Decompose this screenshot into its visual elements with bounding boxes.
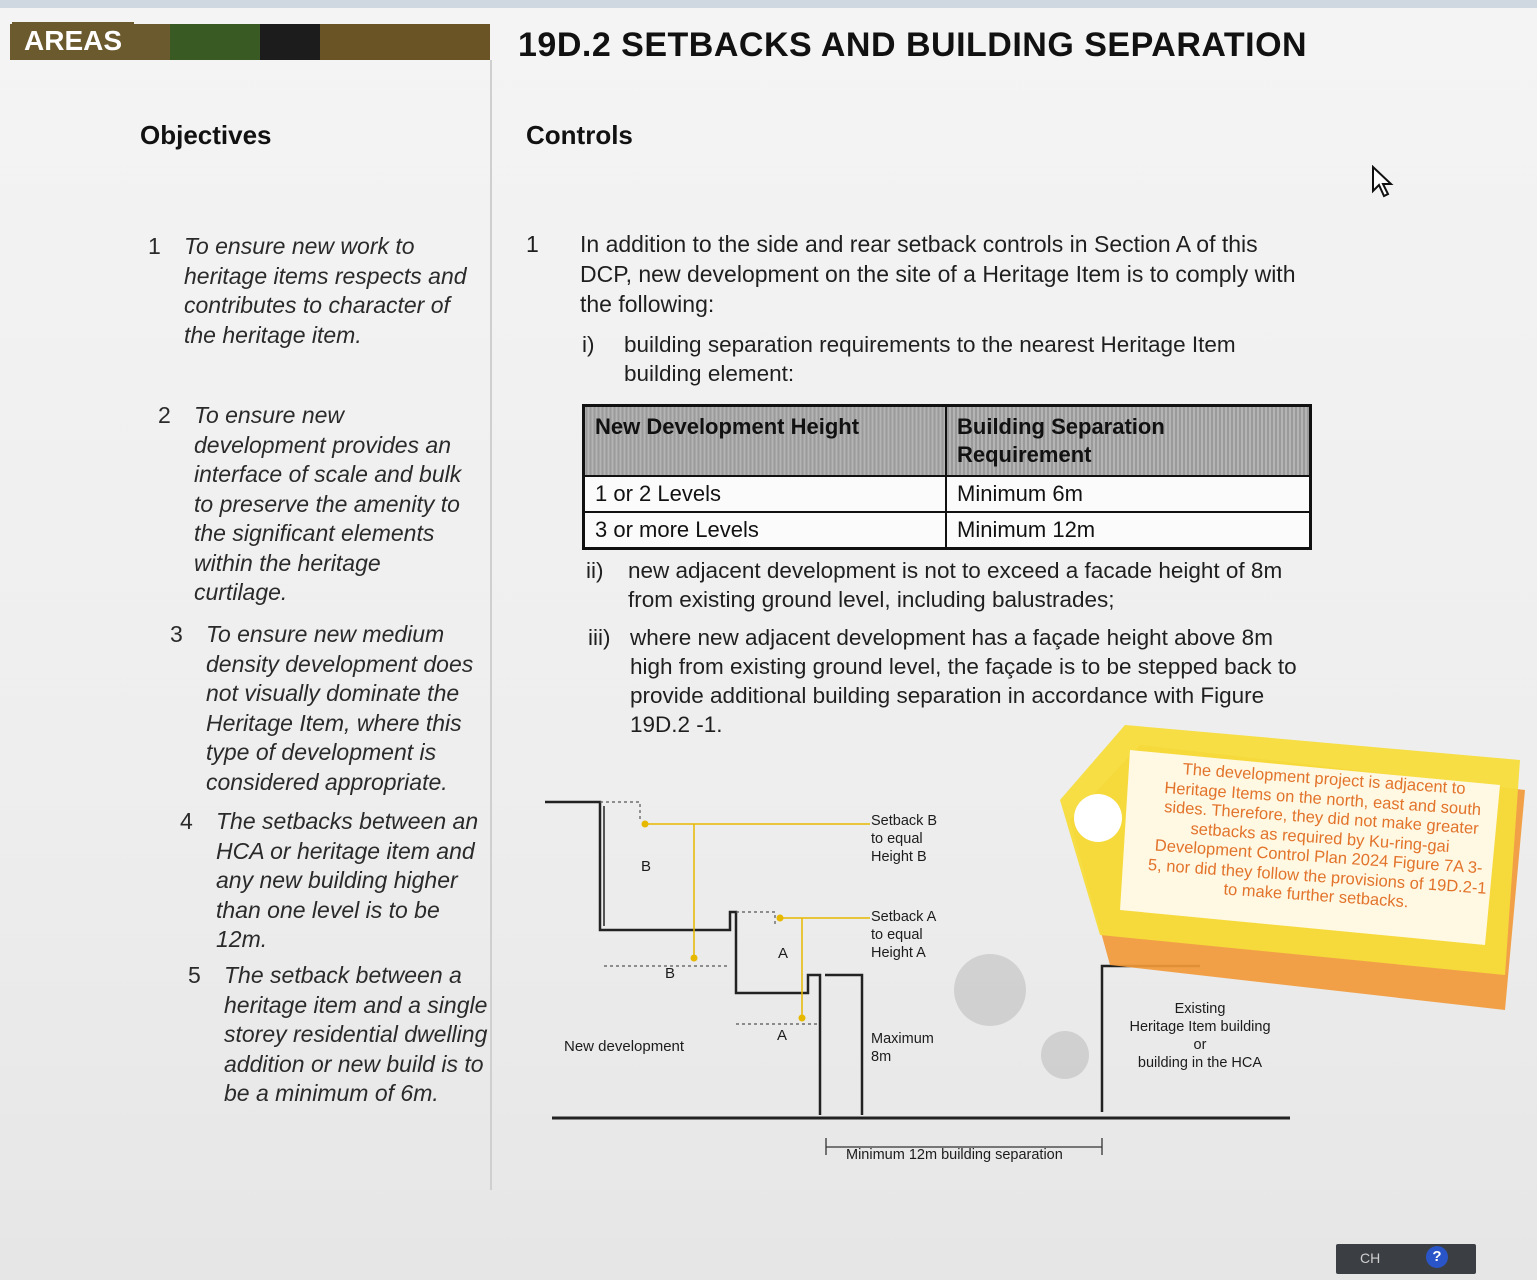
page-title: 19D.2 SETBACKS AND BUILDING SEPARATION bbox=[518, 26, 1308, 64]
objective-item bbox=[148, 232, 469, 350]
mouse-pointer-icon bbox=[1370, 165, 1396, 199]
table-header: Building Separation Requirement bbox=[946, 406, 1311, 477]
table-cell: 1 or 2 Levels bbox=[584, 476, 947, 512]
setback-a-label: Setback A to equal Height A bbox=[871, 909, 937, 961]
diagram-label-a: A bbox=[778, 945, 789, 962]
new-development-label: New development bbox=[564, 1038, 685, 1055]
objective-text: To ensure new medium density development does not visually dominate the Heritage Item, where this type of development is considered appropriate. bbox=[206, 621, 474, 795]
objective-item bbox=[180, 807, 496, 955]
objective-item bbox=[188, 961, 499, 1109]
controls-title: Controls bbox=[526, 120, 633, 150]
objective-number: 2 bbox=[158, 402, 171, 428]
annotation-text: The development project is adjacent to Heritage Items on the north, east and south sides. Therefore, they did not make greater setbacks as required by Ku-ring-gai Development Control Plan 2024 Figure 7A 3-5, nor did they follow the provisions of 19D.2-1 to make further setbacks. bbox=[1147, 760, 1488, 912]
objective-number: 4 bbox=[180, 808, 193, 834]
table-cell: Minimum 6m bbox=[946, 476, 1311, 512]
sub-item-number: ii) bbox=[586, 558, 604, 583]
sub-item-number: iii) bbox=[588, 625, 611, 650]
objective-text: The setbacks between an HCA or heritage item and any new building higher than one level is to be 12m. bbox=[216, 808, 479, 952]
taskbar-tray bbox=[1336, 1244, 1476, 1274]
sub-item-text: where new adjacent development has a façade height above 8m high from existing ground level, the façade is to be stepped back to provide additional building separation in accordance with Figure 19D.2 -1. bbox=[630, 625, 1297, 737]
control-sub-item bbox=[582, 330, 1304, 388]
input-language-indicator[interactable]: CH bbox=[1360, 1250, 1381, 1266]
objective-number: 3 bbox=[170, 621, 183, 647]
existing-building-label: Existing Heritage Item building or building in the HCA bbox=[1129, 1001, 1271, 1071]
screen-top-edge bbox=[0, 0, 1537, 8]
control-sub-item bbox=[586, 556, 1308, 614]
table-header-row bbox=[584, 406, 1311, 477]
table-row bbox=[584, 476, 1311, 512]
objective-text: The setback between a heritage item and a single storey residential dwelling addition or new build is to be a minimum of 6m. bbox=[224, 962, 488, 1106]
sub-item-text: new adjacent development is not to exceed a facade height of 8m from existing ground level, including balustrades; bbox=[628, 558, 1283, 612]
separation-label: Minimum 12m building separation bbox=[846, 1147, 1063, 1163]
objective-number: 5 bbox=[188, 962, 201, 988]
objective-number: 1 bbox=[148, 233, 161, 259]
control-text: In addition to the side and rear setback controls in Section A of this DCP, new development on the site of a Heritage Item is to comply with the following: bbox=[580, 231, 1296, 317]
section-tag: AREAS bbox=[12, 22, 134, 60]
control-item bbox=[526, 229, 1310, 319]
table-row bbox=[584, 512, 1311, 549]
table-cell: Minimum 12m bbox=[946, 512, 1311, 549]
separation-table bbox=[582, 404, 1312, 550]
objective-item bbox=[158, 401, 479, 608]
setback-b-label: Setback B to equal Height B bbox=[871, 813, 938, 865]
control-number: 1 bbox=[526, 231, 539, 257]
objective-text: To ensure new work to heritage items respects and contributes to character of the heritage item. bbox=[184, 233, 467, 348]
table-cell: 3 or more Levels bbox=[584, 512, 947, 549]
maximum-height-label: Maximum 8m bbox=[871, 1031, 934, 1065]
objectives-title: Objectives bbox=[140, 120, 272, 150]
sub-item-number: i) bbox=[582, 332, 595, 357]
diagram-label-b-setback: B bbox=[665, 965, 676, 982]
sub-item-text: building separation requirements to the nearest Heritage Item building element: bbox=[624, 332, 1236, 386]
diagram-label-b: B bbox=[641, 858, 652, 875]
table-header: New Development Height bbox=[584, 406, 947, 477]
help-icon[interactable]: ? bbox=[1426, 1246, 1448, 1268]
diagram-label-a-setback: A bbox=[777, 1027, 788, 1044]
objective-item bbox=[170, 620, 491, 797]
objective-text: To ensure new development provides an interface of scale and bulk to preserve the amenity to the significant elements within the heritage curtilage. bbox=[194, 402, 462, 605]
